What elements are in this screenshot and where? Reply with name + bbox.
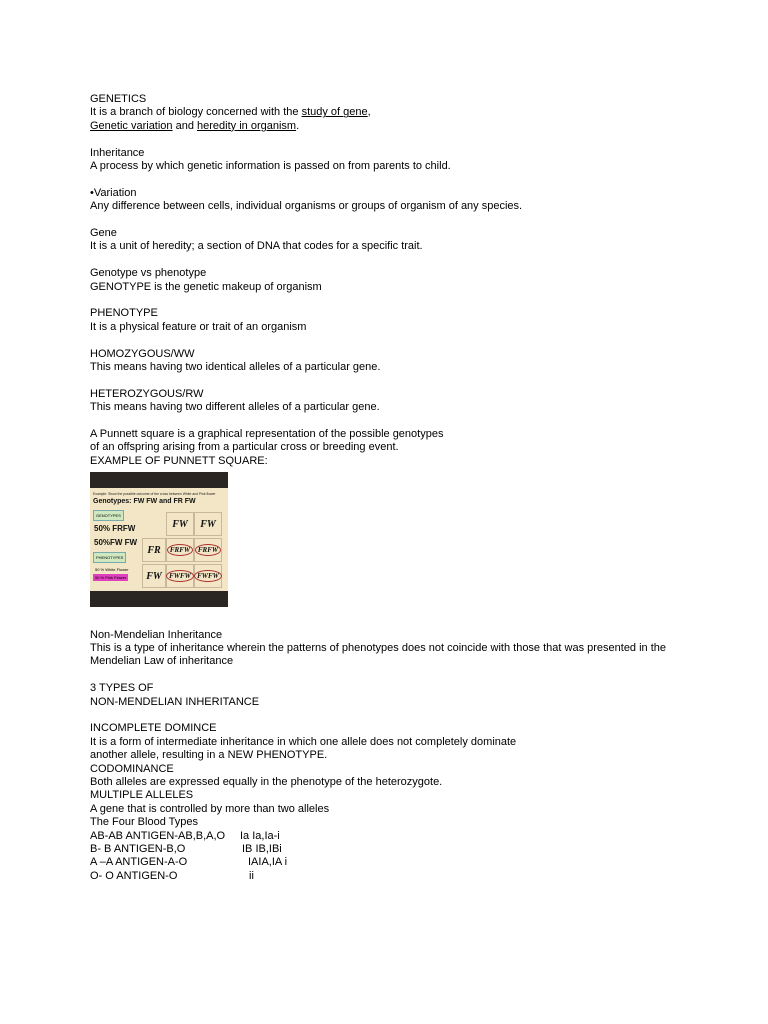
phenotypes-tag: PHENOTYPES (93, 552, 126, 563)
codominance-title: CODOMINANCE (90, 762, 174, 775)
genetics-and: and (172, 119, 198, 132)
genotype-percent-1: 50% FRFW (94, 524, 136, 534)
cell-1-2-value: FRFW (195, 544, 221, 556)
genotype-vs-phenotype-title: Genotype vs phenotype (90, 267, 207, 280)
blood-genotype-a: IAIA,IA i (248, 856, 288, 869)
heterozygous-text: This means having two different alleles of a particular gene. (90, 401, 380, 414)
punnett-text-1: A Punnett square is a graphical representation of the possible genotypes (90, 428, 444, 441)
genotype-percent-2: 50%FW FW (94, 538, 138, 548)
gene-title: Gene (90, 227, 117, 240)
punnett-text-2: of an offspring arising from a particular cross or breeding event. (90, 441, 399, 454)
blood-genotype-ab: Ia Ia,Ia-i (240, 829, 280, 842)
codominance-text: Both alleles are expressed equally in the phenotype of the heterozygote. (90, 776, 443, 789)
blood-types-title: The Four Blood Types (90, 816, 199, 829)
phenotype-title: PHENOTYPE (90, 307, 158, 320)
incomplete-dominance-text-1: It is a form of intermediate inheritance in which one allele does not completely dominate (90, 735, 517, 748)
blood-genotype-o: ii (249, 869, 254, 882)
punnett-square-image (90, 472, 228, 607)
genetic-variation-link[interactable]: Genetic variation (90, 119, 173, 132)
cell-1-1-value: FRFW (167, 544, 193, 556)
blood-type-ab: AB-AB ANTIGEN-AB,B,A,O (90, 829, 226, 842)
grid-row-header-1: FR (142, 538, 166, 562)
genotypes-tag: GENOTYPES (93, 510, 124, 521)
variation-text: Any difference between cells, individual organisms or groups of organism of any species. (90, 200, 523, 213)
variation-title: •Variation (90, 186, 137, 199)
homozygous-text: This means having two identical alleles of a particular gene. (90, 361, 381, 374)
punnett-image-title: Example: Show the possible outcome of the cross between White and Pink flower (93, 492, 216, 497)
homozygous-title: HOMOZYGOUS/WW (90, 347, 195, 360)
genetics-title: GENETICS (90, 93, 147, 105)
blood-genotype-b: IB IB,IBi (242, 843, 282, 856)
punnett-image-panel (90, 488, 228, 591)
genetics-line-1 (90, 106, 690, 119)
genotype-text: GENOTYPE is the genetic makeup of organism (90, 280, 322, 293)
grid-col-header-1: FW (166, 512, 194, 536)
genetics-line-2 (90, 120, 690, 133)
blood-row-a (90, 856, 690, 869)
phenotype-pink: 50 % Pink Flower (95, 575, 127, 581)
inheritance-text: A process by which genetic information is passed on from parents to child. (90, 160, 451, 173)
cell-2-1-value: FWFW (166, 570, 194, 582)
multiple-alleles-text: A gene that is controlled by more than two alleles (90, 802, 330, 815)
genetics-period: . (296, 119, 300, 132)
punnett-genotypes-label: Genotypes: FW FW and FR FW (93, 498, 196, 506)
grid-cell-2-2 (194, 564, 222, 588)
multiple-alleles-title: MULTIPLE ALLELES (90, 789, 194, 802)
grid-cell-2-1 (166, 564, 194, 588)
grid-col-header-2: FW (194, 512, 222, 536)
genetics-comma: , (367, 106, 371, 119)
study-of-gene-link[interactable]: study of gene (301, 106, 368, 119)
blood-row-b (90, 843, 690, 856)
types-line-1: 3 TYPES OF (90, 682, 154, 695)
non-mendelian-title: Non-Mendelian Inheritance (90, 628, 223, 641)
inheritance-title: Inheritance (90, 146, 145, 159)
gene-text: It is a unit of heredity; a section of DNA that codes for a specific trait. (90, 240, 423, 253)
punnett-grid (142, 512, 224, 588)
incomplete-dominance-text-2: another allele, resulting in a NEW PHENOTYPE. (90, 749, 328, 762)
grid-row-header-2: FW (142, 564, 166, 588)
genetics-text: It is a branch of biology concerned with the (90, 106, 302, 119)
types-line-2: NON-MENDELIAN INHERITANCE (90, 695, 260, 708)
non-mendelian-text: This is a type of inheritance wherein the patterns of phenotypes does not coincide with those that was presented in the Mendelian Law of inheritance (90, 642, 667, 668)
grid-cell-1-2 (194, 538, 222, 562)
grid-cell-1-1 (166, 538, 194, 562)
heredity-link[interactable]: heredity in organism (197, 119, 297, 132)
heterozygous-title: HETEROZYGOUS/RW (90, 387, 204, 400)
blood-type-a: A –A ANTIGEN-A-O (90, 856, 188, 869)
blood-row-ab (90, 830, 690, 843)
phenotype-white: 50 % White Flower (95, 567, 129, 573)
document-body (90, 93, 690, 883)
blood-type-b: B- B ANTIGEN-B,O (90, 843, 186, 856)
blood-type-o: O- O ANTIGEN-O (90, 869, 178, 882)
incomplete-dominance-title: INCOMPLETE DOMINCE (90, 722, 217, 735)
cell-2-2-value: FWFW (194, 570, 222, 582)
phenotype-text: It is a physical feature or trait of an organism (90, 320, 307, 333)
blood-row-o (90, 870, 690, 883)
punnett-example-label: EXAMPLE OF PUNNETT SQUARE: (90, 454, 268, 467)
